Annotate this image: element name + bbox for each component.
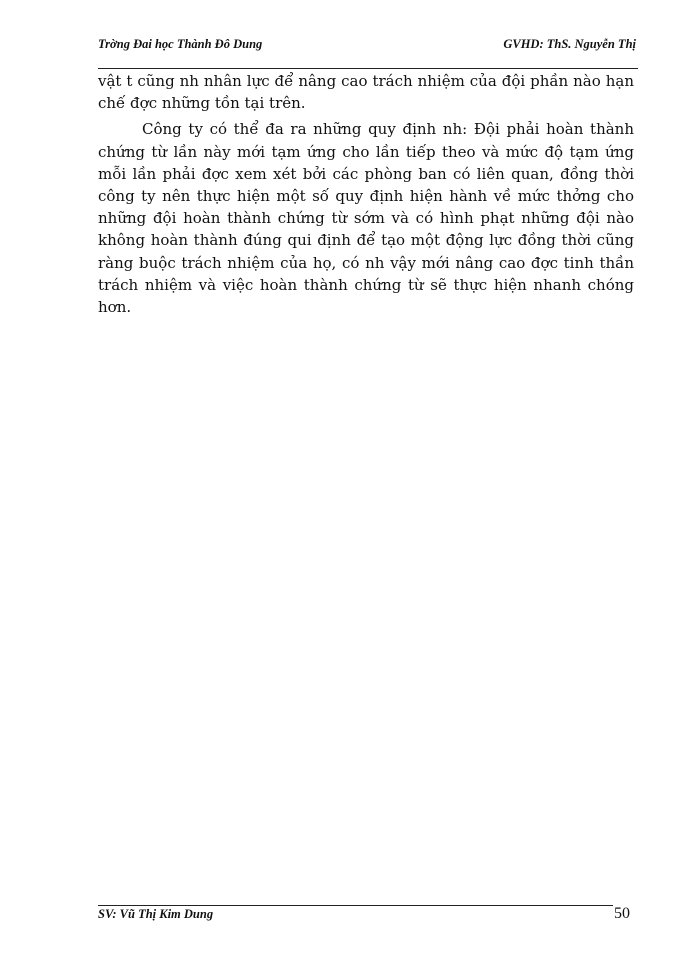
header-divider	[98, 68, 638, 69]
paragraph-continuation: vật t cũng nh nhân lực để nâng cao trách nhiệm của đội phần nào hạn chế đợc những tồn tại trên.	[98, 72, 634, 113]
header-advisor: GVHD: ThS. Nguyễn Thị	[503, 37, 636, 51]
header-school-name: Trờng Đai học Thành Đô Dung	[98, 37, 263, 51]
footer-student-name: SV: Vũ Thị Kim Dung	[98, 907, 214, 921]
footer-divider	[98, 905, 613, 906]
page-header	[98, 38, 638, 70]
paragraph-proposal: Công ty có thể đa ra những quy định nh: Đội phải hoàn thành chứng từ lần này mới tạm ứng cho lần tiếp theo và mức độ tạm ứng mỗi lần phải đợc xem xét bởi các phòng ban có liên quan, đồng thời công ty nên thực hiện một số quy định hiện hành về mức thởng cho những đội hoàn thành chứng từ sớm và có hình phạt những đội nào không hoàn thành đúng qui định để tạo một động lực đồng thời cũng ràng buộc trách nhiệm của họ, có nh vậy mới nâng cao đợc tinh thần trách nhiệm và việc hoàn thành chứng từ sẽ thực hiện nhanh chóng hơn.	[98, 120, 634, 317]
document-body	[98, 70, 634, 318]
page-number: 50	[614, 905, 630, 922]
